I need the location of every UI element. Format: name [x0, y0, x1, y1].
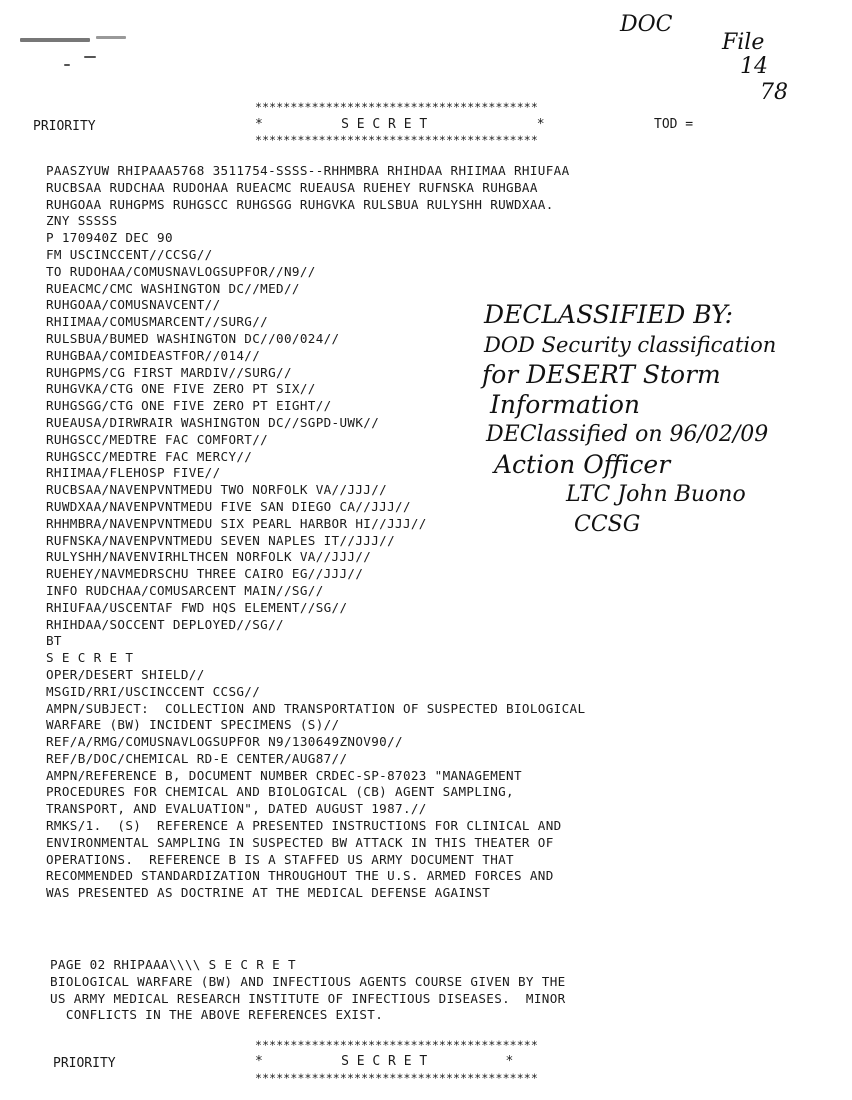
- message-line: BT: [46, 633, 62, 649]
- message-line: RUFNSKA/NAVENPVNTMEDU SEVEN NAPLES IT//JJJ//: [46, 532, 396, 548]
- message-line: AMPN/REFERENCE B, DOCUMENT NUMBER CRDEC-SP-87023 "MANAGEMENT: [46, 767, 522, 783]
- message-line: RUHGSCC/MEDTRE FAC COMFORT//: [46, 431, 269, 447]
- message-line: RUHGSGG/CTG ONE FIVE ZERO PT EIGHT//: [46, 398, 332, 414]
- handwritten-file-suffix: 78: [760, 80, 788, 105]
- message-line: RUHGSCC/MEDTRE FAC MERCY//: [46, 448, 253, 464]
- message-line: RUCBSAA/NAVENPVNTMEDU TWO NORFOLK VA//JJJ//: [46, 482, 388, 498]
- message-line: RECOMMENDED STANDARDIZATION THROUGHOUT THE U.S. ARMED FORCES AND: [46, 868, 554, 884]
- message-line: RUHGBAA/COMIDEASTFOR//014//: [46, 347, 261, 363]
- handwritten-line: Information: [490, 390, 641, 419]
- message-line: S E C R E T: [46, 650, 134, 666]
- message-line: RUHGOAA/COMUSNAVCENT//: [46, 297, 221, 313]
- handwritten-line: DEClassified on 96/02/09: [486, 422, 769, 447]
- message-line: CONFLICTS IN THE ABOVE REFERENCES EXIST.: [50, 1007, 384, 1023]
- footer-classification-label: * S E C R E T *: [255, 1054, 514, 1069]
- message-line: RUHGVKA/CTG ONE FIVE ZERO PT SIX//: [46, 381, 316, 397]
- message-line: PAGE 02 RHIPAAA\\\\ S E C R E T: [50, 957, 296, 972]
- scan-smudge: [20, 38, 90, 42]
- message-line: FM USCINCCENT//CCSG//: [46, 246, 213, 262]
- message-line: BIOLOGICAL WARFARE (BW) AND INFECTIOUS AGENTS COURSE GIVEN BY THE: [50, 973, 566, 989]
- message-line: TRANSPORT, AND EVALUATION", DATED AUGUST 1987.//: [46, 801, 427, 817]
- message-line: PROCEDURES FOR CHEMICAL AND BIOLOGICAL (CB) AGENT SAMPLING,: [46, 784, 514, 800]
- message-line: WARFARE (BW) INCIDENT SPECIMENS (S)//: [46, 717, 340, 733]
- handwritten-file-mark: File: [722, 30, 765, 55]
- message-line: RUEACMC/CMC WASHINGTON DC//MED//: [46, 280, 300, 296]
- page-two-continuation: [50, 957, 750, 1024]
- message-line: P 170940Z DEC 90: [46, 230, 173, 246]
- handwritten-line: DECLASSIFIED BY:: [484, 300, 733, 329]
- message-line: RULYSHH/NAVENVIRHLTHCEN NORFOLK VA//JJJ//: [46, 549, 372, 565]
- message-line: ENVIRONMENTAL SAMPLING IN SUSPECTED BW ATTACK IN THIS THEATER OF: [46, 834, 554, 850]
- message-line: MSGID/RRI/USCINCCENT CCSG//: [46, 683, 261, 699]
- classification-stars-bottom: ****************************************: [255, 133, 538, 147]
- tod-label: TOD =: [654, 117, 694, 132]
- message-line: AMPN/SUBJECT: COLLECTION AND TRANSPORTATION OF SUSPECTED BIOLOGICAL: [46, 700, 586, 716]
- message-line: TO RUDOHAA/COMUSNAVLOGSUPFOR//N9//: [46, 263, 316, 279]
- message-line: US ARMY MEDICAL RESEARCH INSTITUTE OF INFECTIOUS DISEASES. MINOR: [50, 990, 566, 1006]
- message-line: PAASZYUW RHIPAAA5768 3511754-SSSS--RHHMBRA RHIHDAA RHIIMAA RHIUFAA: [46, 163, 570, 178]
- message-line: REF/B/DOC/CHEMICAL RD-E CENTER/AUG87//: [46, 750, 348, 766]
- classification-banner: * S E C R E T *: [255, 117, 545, 132]
- message-line: REF/A/RMG/COMUSNAVLOGSUPFOR N9/130649ZNOV90//: [46, 734, 403, 750]
- message-line: RHHMBRA/NAVENPVNTMEDU SIX PEARL HARBOR HI//JJJ//: [46, 515, 427, 531]
- message-line: RHIIMAA/FLEHOSP FIVE//: [46, 465, 221, 481]
- message-line: RUHGOAA RUHGPMS RUHGSCC RUHGSGG RUHGVKA RULSBUA RULYSHH RUWDXAA.: [46, 196, 554, 212]
- handwritten-line: DOD Security classification: [484, 333, 777, 357]
- handwritten-line: LTC John Buono: [566, 482, 746, 507]
- handwritten-line: CCSG: [574, 512, 641, 537]
- message-line: OPER/DESERT SHIELD//: [46, 666, 205, 682]
- handwritten-doc-mark: DOC: [620, 12, 673, 37]
- scan-smudge: [64, 64, 70, 66]
- message-line: RHIUFAA/USCENTAF FWD HQS ELEMENT//SG//: [46, 599, 348, 615]
- message-line: ZNY SSSSS: [46, 213, 118, 229]
- classification-stars-top: ****************************************: [255, 100, 538, 114]
- message-line: RUEHEY/NAVMEDRSCHU THREE CAIRO EG//JJJ//: [46, 566, 364, 582]
- footer-priority-label: PRIORITY: [53, 1056, 116, 1071]
- scan-smudge: [84, 56, 96, 58]
- message-line: RUEAUSA/DIRWRAIR WASHINGTON DC//SGPD-UWK//: [46, 414, 380, 430]
- footer-stars-top: ****************************************: [255, 1038, 538, 1052]
- message-line: RMKS/1. (S) REFERENCE A PRESENTED INSTRUCTIONS FOR CLINICAL AND: [46, 818, 562, 834]
- message-line: RUCBSAA RUDCHAA RUDOHAA RUEACMC RUEAUSA RUEHEY RUFNSKA RUHGBAA: [46, 179, 538, 195]
- handwritten-declassification-note: [482, 300, 852, 540]
- handwritten-file-number: 14: [740, 54, 768, 79]
- handwritten-line: Action Officer: [494, 450, 671, 479]
- message-line: OPERATIONS. REFERENCE B IS A STAFFED US ARMY DOCUMENT THAT: [46, 851, 514, 867]
- message-line: RHIIMAA/COMUSMARCENT//SURG//: [46, 314, 269, 330]
- handwritten-line: for DESERT Storm: [482, 360, 721, 389]
- message-line: RULSBUA/BUMED WASHINGTON DC//00/024//: [46, 330, 340, 346]
- message-line: INFO RUDCHAA/COMUSARCENT MAIN//SG//: [46, 582, 324, 598]
- scan-smudge: [96, 36, 126, 39]
- message-line: RHIHDAA/SOCCENT DEPLOYED//SG//: [46, 616, 284, 632]
- footer-stars-bottom: ****************************************: [255, 1071, 538, 1085]
- message-line: RUHGPMS/CG FIRST MARDIV//SURG//: [46, 364, 292, 380]
- priority-label: PRIORITY: [33, 119, 96, 134]
- classification-label: S E C R E T: [341, 117, 428, 132]
- message-line: WAS PRESENTED AS DOCTRINE AT THE MEDICAL DEFENSE AGAINST: [46, 885, 491, 901]
- message-line: RUWDXAA/NAVENPVNTMEDU FIVE SAN DIEGO CA//JJJ//: [46, 498, 411, 514]
